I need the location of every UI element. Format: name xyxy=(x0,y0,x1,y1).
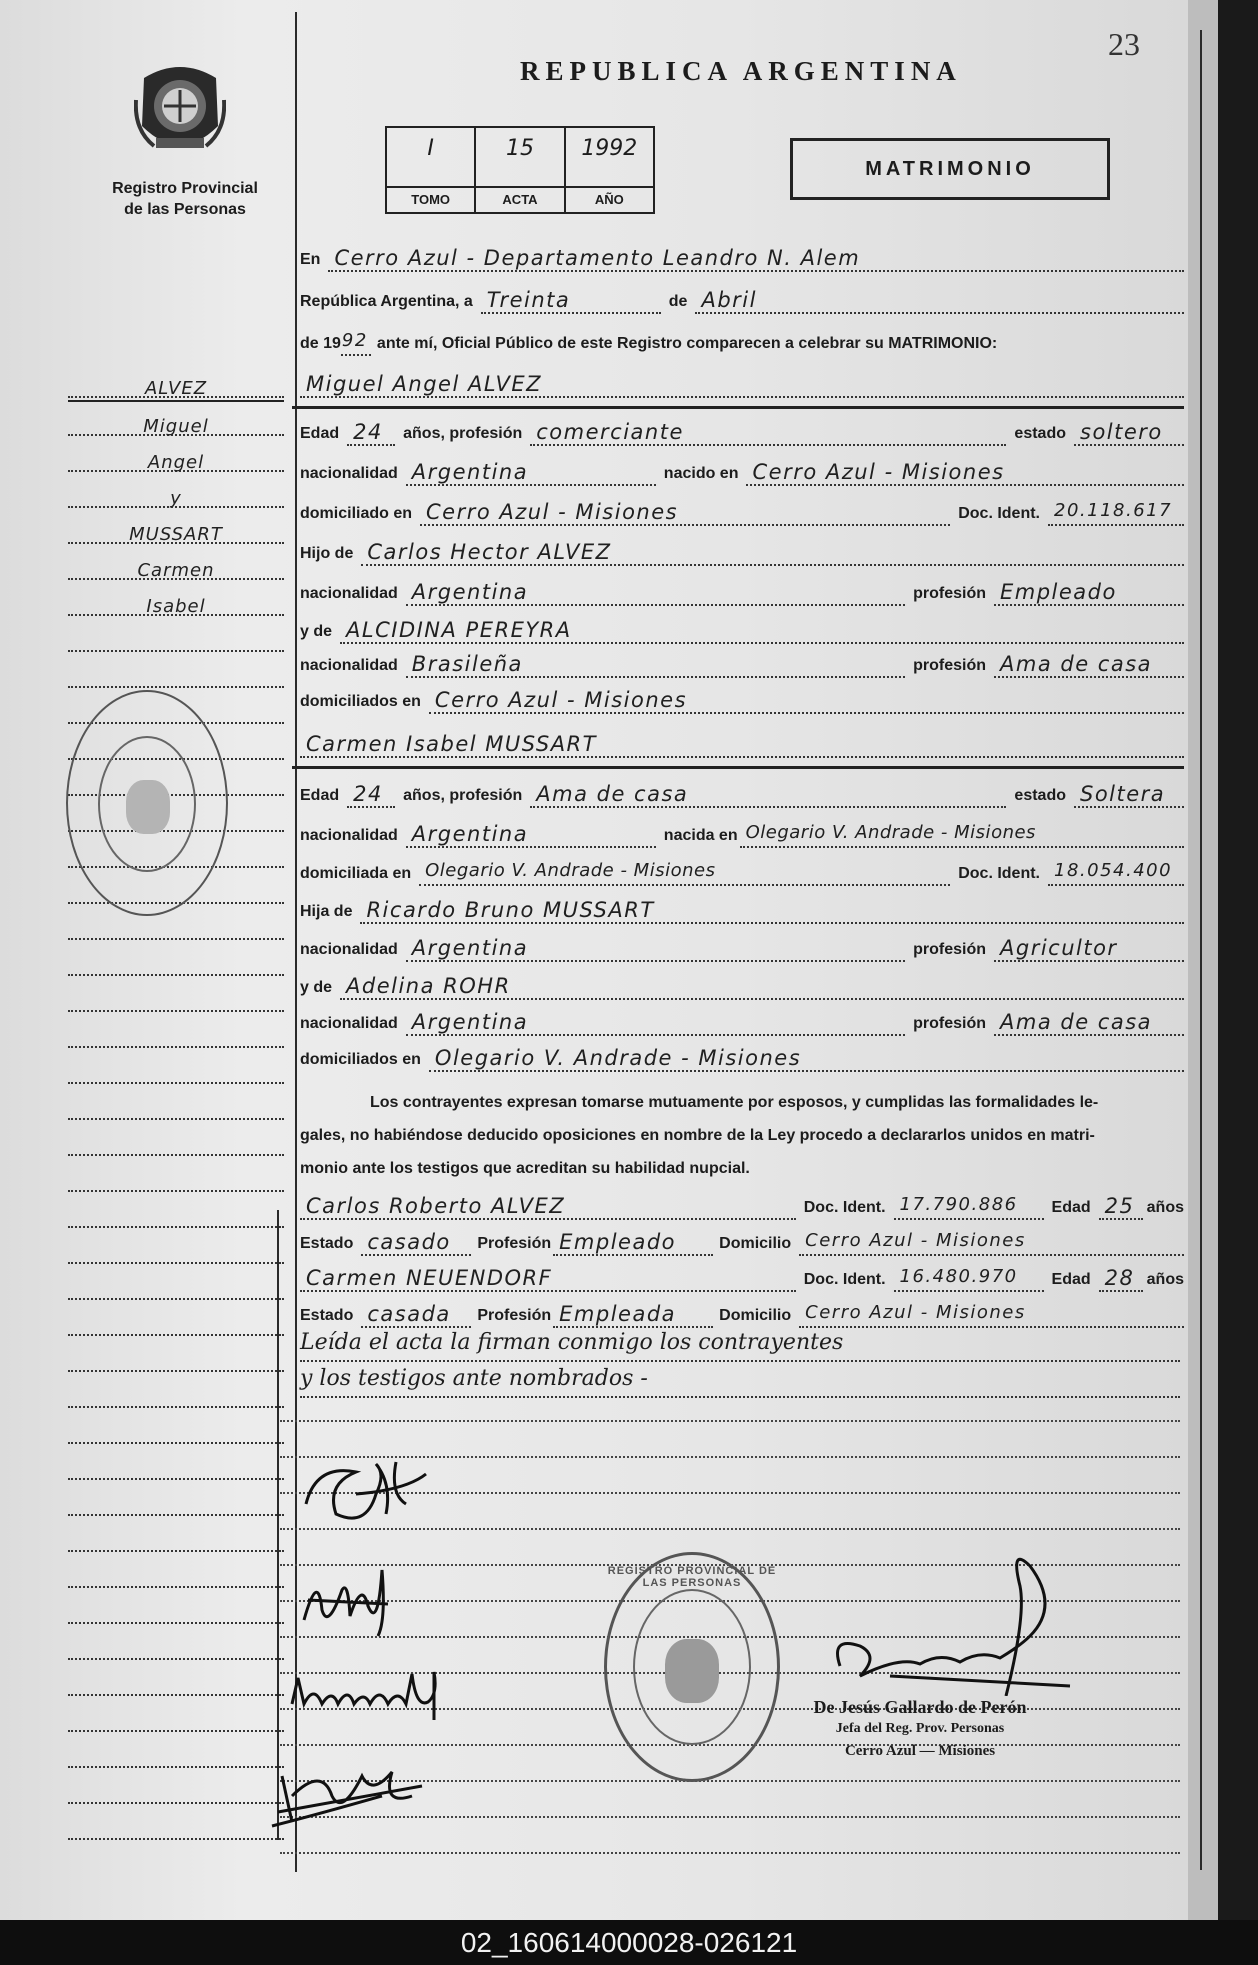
margin-line xyxy=(68,1244,284,1264)
groom-father-nationality: Argentina xyxy=(406,580,905,606)
section-separator xyxy=(292,766,1184,769)
groom-mother: ALCIDINA PEREYRA xyxy=(340,618,1184,644)
groom-birthplace: Cerro Azul - Misiones xyxy=(746,460,1184,486)
bride-parents-address: Olegario V. Andrade - Misiones xyxy=(429,1046,1184,1072)
intro-date-row: República Argentina, a Treinta de Abril xyxy=(300,284,1184,314)
margin-line: y xyxy=(68,488,284,508)
bride-parents-address-row: domiciliados en Olegario V. Andrade - Misiones xyxy=(300,1042,1184,1072)
bride-profession: Ama de casa xyxy=(530,782,1006,808)
official-seal: REGISTRO PROVINCIAL DE LAS PERSONAS xyxy=(604,1552,780,1782)
groom-status: soltero xyxy=(1074,420,1184,446)
witness2-name: Carmen NEUENDORF xyxy=(300,1266,796,1292)
margin-line xyxy=(68,1424,284,1444)
bride-name-row xyxy=(300,728,1184,758)
bride-mother-nationality: Argentina xyxy=(406,1010,905,1036)
official-signature xyxy=(830,1546,1090,1696)
bride-mother-nat-row: nacionalidad Argentina profesión Ama de casa xyxy=(300,1006,1184,1036)
margin-line xyxy=(68,992,284,1012)
closing-line-1: Leída el acta la firman conmigo los contrayentes xyxy=(300,1330,1180,1362)
margin-surname: ALVEZ xyxy=(68,378,284,398)
bride-age: 24 xyxy=(347,782,395,808)
witness2-row: Carmen NEUENDORF Doc. Ident. 16.480.970 Edad 28 años xyxy=(300,1262,1184,1292)
margin-line xyxy=(68,920,284,940)
bride-father-nat-row: nacionalidad Argentina profesión Agricultor xyxy=(300,932,1184,962)
right-rule xyxy=(1200,30,1202,1870)
bride-status: Soltera xyxy=(1074,782,1184,808)
witness1-profession: Empleado xyxy=(553,1230,713,1256)
bride-nationality: Argentina xyxy=(406,822,656,848)
margin-line xyxy=(68,1208,284,1228)
groom-mother-nationality: Brasileña xyxy=(406,652,905,678)
month-field: Abril xyxy=(695,288,1184,314)
ruled-line xyxy=(280,1852,1180,1854)
margin-line xyxy=(68,1172,284,1192)
official-block: De Jesús Gallardo de Perón Jefa del Reg. Prov. Personas Cerro Azul — Misiones xyxy=(813,1697,1027,1759)
margin-line xyxy=(68,1352,284,1372)
witness2-profession: Empleada xyxy=(553,1302,713,1328)
margin-rule-lower xyxy=(277,1210,279,1840)
registry-title: Registro Provincial de las Personas xyxy=(112,180,258,218)
witness1-status: casado xyxy=(361,1230,471,1256)
witness1-details-row: Estado casado Profesión Empleado Domicilio Cerro Azul - Misiones xyxy=(300,1226,1184,1256)
groom-address-row: domiciliado en Cerro Azul - Misiones Doc. Ident. 20.118.617 xyxy=(300,496,1184,526)
bride-signature xyxy=(298,1560,408,1640)
bride-mother: Adelina ROHR xyxy=(340,974,1184,1000)
margin-line xyxy=(68,956,284,976)
margin-line xyxy=(68,1064,284,1084)
tomo-cell: I TOMO xyxy=(387,128,476,212)
bride-name: Carmen Isabel MUSSART xyxy=(300,732,1184,758)
margin-line: Carmen xyxy=(68,560,284,580)
witness1-name: Carlos Roberto ALVEZ xyxy=(300,1194,796,1220)
groom-doc: 20.118.617 xyxy=(1048,500,1184,526)
margin-line xyxy=(68,1712,284,1732)
witness2-doc: 16.480.970 xyxy=(894,1266,1044,1292)
groom-father: Carlos Hector ALVEZ xyxy=(361,540,1184,566)
record-index-box xyxy=(385,126,655,214)
margin-line xyxy=(68,1316,284,1336)
groom-nationality: Argentina xyxy=(406,460,656,486)
groom-address: Cerro Azul - Misiones xyxy=(420,500,950,526)
margin-line: MUSSART xyxy=(68,524,284,544)
bride-mother-profession: Ama de casa xyxy=(994,1010,1184,1036)
year-field: 92 xyxy=(341,330,371,356)
intro-place-row: En Cerro Azul - Departamento Leandro N. Alem xyxy=(300,242,1184,272)
page-edge xyxy=(1188,0,1218,1920)
groom-name: Miguel Angel ALVEZ xyxy=(300,372,1184,398)
ruled-line xyxy=(280,1420,1180,1422)
groom-age-row: Edad 24 años, profesión comerciante estado soltero xyxy=(300,416,1184,446)
margin-line: Miguel xyxy=(68,416,284,436)
bride-mother-row: y de Adelina ROHR xyxy=(300,970,1184,1000)
bride-birthplace: Olegario V. Andrade - Misiones xyxy=(740,822,1184,848)
groom-profession: comerciante xyxy=(530,420,1006,446)
witness1-address: Cerro Azul - Misiones xyxy=(799,1230,1184,1256)
bride-address-row: domiciliada en Olegario V. Andrade - Misiones Doc. Ident. 18.054.400 xyxy=(300,856,1184,886)
groom-father-row: Hijo de Carlos Hector ALVEZ xyxy=(300,536,1184,566)
margin-line xyxy=(68,668,284,688)
groom-age: 24 xyxy=(347,420,395,446)
place-field: Cerro Azul - Departamento Leandro N. Alem xyxy=(328,246,1184,272)
witness-signature-neuendorf xyxy=(288,1664,458,1724)
witness-signature-alvez xyxy=(262,1756,432,1836)
groom-mother-profession: Ama de casa xyxy=(994,652,1184,678)
groom-father-profession: Empleado xyxy=(994,580,1184,606)
witness2-status: casada xyxy=(361,1302,471,1328)
bride-doc: 18.054.400 xyxy=(1048,860,1184,886)
margin-line: Isabel xyxy=(68,596,284,616)
acta-cell: 15 ACTA xyxy=(476,128,565,212)
bride-nationality-row: nacionalidad Argentina nacida en Olegario V. Andrade - Misiones xyxy=(300,818,1184,848)
bride-father-profession: Agricultor xyxy=(994,936,1184,962)
margin-line xyxy=(68,1568,284,1588)
witness2-address: Cerro Azul - Misiones xyxy=(799,1302,1184,1328)
closing-line-2: y los testigos ante nombrados - xyxy=(300,1366,1180,1398)
bride-address: Olegario V. Andrade - Misiones xyxy=(419,860,950,886)
anio-cell: 1992 AÑO xyxy=(566,128,653,212)
folio-number: 23 xyxy=(1108,26,1140,62)
margin-line xyxy=(68,1028,284,1048)
margin-underline xyxy=(68,400,284,402)
margin-line xyxy=(68,1748,284,1768)
margin-line xyxy=(68,1388,284,1408)
margin-line xyxy=(68,1820,284,1840)
margin-line xyxy=(68,1676,284,1696)
margin-line xyxy=(68,1784,284,1804)
margin-line: Angel xyxy=(68,452,284,472)
declaration-text: Los contrayentes expresan tomarse mutuamente por esposos, y cumplidas las formalidades le- gales, no habiéndose deducido oposiciones en nombre de la Ley procedo a declararlos unidos en matri- monio ante los testigos que acreditan su habilidad nupcial. xyxy=(300,1094,1099,1177)
margin-line xyxy=(68,632,284,652)
witness1-row: Carlos Roberto ALVEZ Doc. Ident. 17.790.886 Edad 25 años xyxy=(300,1190,1184,1220)
bride-father: Ricardo Bruno MUSSART xyxy=(360,898,1184,924)
intro-text-row: de 19 92 ante mí, Oficial Público de este Registro comparecen a celebrar su MATRIMONIO: xyxy=(300,326,1184,356)
margin-line xyxy=(68,1280,284,1300)
image-code-bar: 02_160614000028-026121 xyxy=(0,1920,1258,1965)
groom-father-nat-row: nacionalidad Argentina profesión Empleado xyxy=(300,576,1184,606)
bride-father-row: Hija de Ricardo Bruno MUSSART xyxy=(300,894,1184,924)
margin-line xyxy=(68,1100,284,1120)
witness2-details-row: Estado casada Profesión Empleada Domicilio Cerro Azul - Misiones xyxy=(300,1298,1184,1328)
margin-line xyxy=(68,1640,284,1660)
groom-nationality-row: nacionalidad Argentina nacido en Cerro Azul - Misiones xyxy=(300,456,1184,486)
margin-line xyxy=(68,1532,284,1552)
margin-line xyxy=(68,1136,284,1156)
witness2-age: 28 xyxy=(1099,1266,1143,1292)
day-field: Treinta xyxy=(481,288,661,314)
margin-line xyxy=(68,1460,284,1480)
groom-name-row xyxy=(300,368,1184,398)
witness1-age: 25 xyxy=(1099,1194,1143,1220)
bride-age-row: Edad 24 años, profesión Ama de casa estado Soltera xyxy=(300,778,1184,808)
bride-father-nationality: Argentina xyxy=(406,936,905,962)
groom-parents-address-row: domiciliados en Cerro Azul - Misiones xyxy=(300,684,1184,714)
witness1-doc: 17.790.886 xyxy=(894,1194,1044,1220)
section-separator xyxy=(292,406,1184,409)
margin-rule xyxy=(295,12,297,1872)
groom-mother-row: y de ALCIDINA PEREYRA xyxy=(300,614,1184,644)
margin-line xyxy=(68,1496,284,1516)
groom-signature xyxy=(296,1444,436,1534)
provincial-crest-icon xyxy=(134,60,226,160)
record-type-box: MATRIMONIO xyxy=(790,138,1110,200)
groom-parents-address: Cerro Azul - Misiones xyxy=(429,688,1184,714)
groom-mother-nat-row: nacionalidad Brasileña profesión Ama de casa xyxy=(300,648,1184,678)
margin-line xyxy=(68,1604,284,1624)
margin-seal xyxy=(66,690,228,916)
country-title: REPUBLICA ARGENTINA xyxy=(520,56,962,86)
